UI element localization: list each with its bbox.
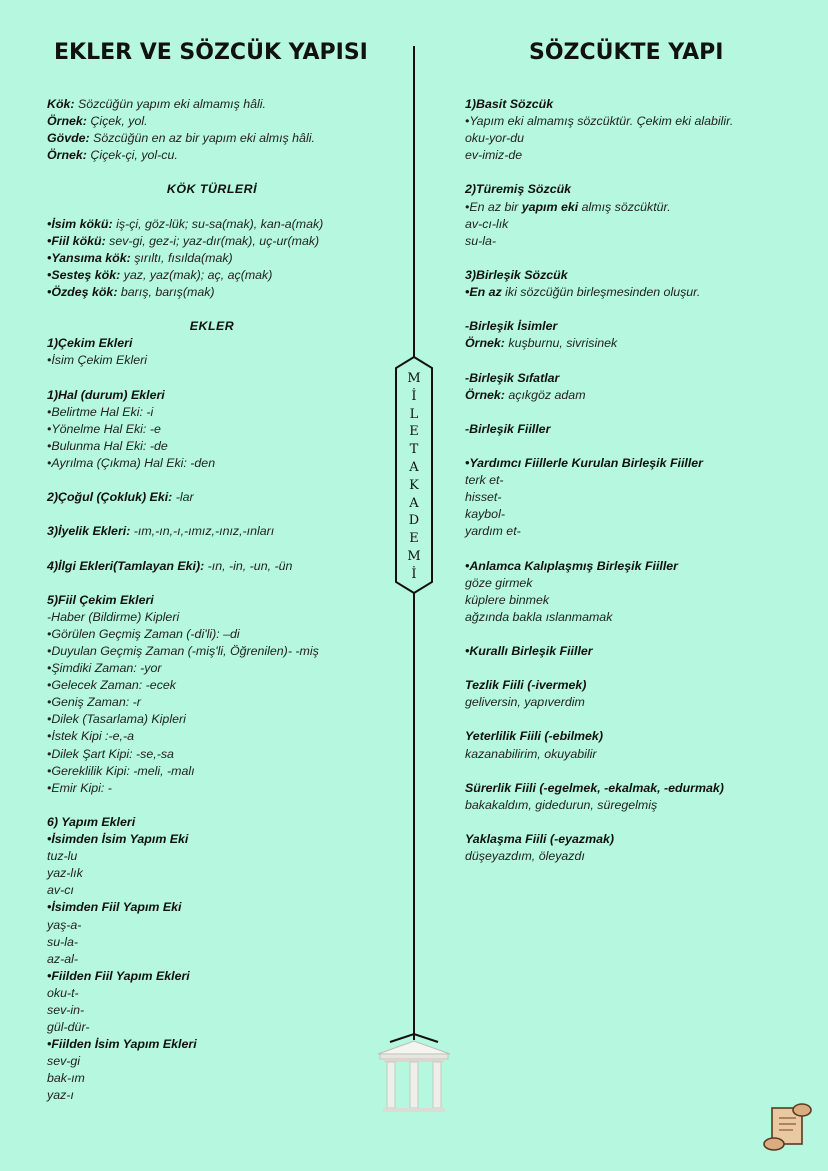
list-item: yaz-lık — [47, 866, 83, 881]
badge-letter: L — [409, 406, 419, 422]
govde-definition: Gövde: Sözcüğün en az bir yapım eki almış hâli. — [47, 131, 315, 146]
birlesik-description: •En az iki sözcüğün birleşmesinden oluşur. — [465, 285, 701, 300]
ozdes-kok: •Özdeş kök: barış, barış(mak) — [47, 285, 215, 300]
list-item: •Yönelme Hal Eki: -e — [47, 421, 161, 436]
sestes-kok: •Sesteş kök: yaz, yaz(mak); aç, aç(mak) — [47, 267, 273, 282]
badge-letter: K — [409, 477, 419, 493]
list-item: ağzında bakla ıslanmamak — [465, 609, 613, 624]
list-item: bak-ım — [47, 1071, 85, 1086]
list-item: •Gereklilik Kipi: -meli, -malı — [47, 763, 195, 778]
turemis-heading: 2)Türemiş Sözcük — [465, 182, 572, 197]
list-item: •Gelecek Zaman: -ecek — [47, 678, 176, 693]
right-title: SÖZCÜKTE YAPI — [529, 40, 724, 65]
kok-definition: Kök: Sözcüğün yapım eki almamış hâli. — [47, 97, 266, 111]
anlamca-heading: •Anlamca Kalıplaşmış Birleşik Fiiller — [465, 558, 679, 573]
list-item: •Bulunma Hal Eki: -de — [47, 438, 168, 453]
greek-temple-icon — [376, 1030, 452, 1114]
list-item: •Duyulan Geçmiş Zaman (-miş'li, Öğrenilen)- -miş — [47, 644, 319, 658]
badge-letters — [395, 370, 433, 584]
fiil-cekim-ekleri: 5)Fiil Çekim Ekleri — [47, 592, 154, 607]
hal-ekleri: 1)Hal (durum) Ekleri — [47, 387, 165, 402]
yansima-kok: •Yansıma kök: şırıltı, fısılda(mak) — [47, 250, 233, 265]
badge-letter: A — [409, 459, 419, 475]
list-item: terk et- — [465, 473, 504, 488]
yardimci-heading: •Yardımcı Fiillerle Kurulan Birleşik Fiiller — [465, 455, 704, 470]
isim-koku: •İsim kökü: iş-çi, göz-lük; su-sa(mak), kan-a(mak) — [47, 216, 324, 231]
list-item: hisset- — [465, 490, 502, 505]
yeterlilik-example: kazanabilirim, okuyabilir — [465, 746, 597, 761]
list-item: av-cı-lık — [465, 216, 509, 231]
ilgi-ekleri: 4)İlgi Ekleri(Tamlayan Eki): -ın, -in, -un, -ün — [47, 558, 293, 573]
birlesik-isimler-heading: -Birleşik İsimler — [465, 319, 558, 334]
basit-description: •Yapım eki almamış sözcüktür. Çekim eki alabilir. — [465, 114, 734, 129]
badge-letter: E — [409, 531, 419, 547]
isim-cekim-ekleri: •İsim Çekim Ekleri — [47, 353, 148, 368]
list-item: oku-t- — [47, 985, 79, 1000]
badge-letter: M — [407, 371, 421, 386]
badge-letter: D — [408, 513, 420, 529]
yaklasma-example: düşeyazdım, öleyazdı — [465, 849, 585, 864]
right-body — [465, 96, 805, 865]
surerlik-example: bakakaldım, gidedurun, süregelmiş — [465, 797, 658, 812]
list-item: •Belirtme Hal Eki: -i — [47, 404, 154, 419]
list-item: gül-dür- — [47, 1020, 90, 1035]
badge-letter: E — [409, 424, 419, 440]
left-body — [47, 96, 377, 1105]
kok-turleri-heading: KÖK TÜRLERİ — [166, 182, 258, 197]
scroll-icon — [762, 1100, 814, 1154]
list-item: yardım et- — [465, 524, 521, 539]
list-item: su-la- — [47, 934, 78, 949]
list-item: sev-in- — [47, 1002, 85, 1017]
badge-letter: İ — [411, 388, 417, 404]
birlesik-fiiller-heading: -Birleşik Fiiller — [465, 421, 551, 436]
badge-letter: İ — [411, 566, 417, 582]
list-item: az-al- — [47, 951, 78, 966]
list-item: kaybol- — [465, 507, 505, 522]
ekler-heading: EKLER — [189, 319, 235, 334]
fiil-koku: •Fiil kökü: sev-gi, gez-i; yaz-dır(mak), uç-ur(mak) — [47, 233, 320, 248]
list-item: küplere binmek — [465, 592, 550, 607]
list-item: -Haber (Bildirme) Kipleri — [47, 609, 180, 624]
list-item: •İstek Kipi :-e,-a — [47, 729, 134, 744]
list-item: yaz-ı — [47, 1088, 74, 1103]
badge-letter: A — [409, 495, 419, 511]
list-item: su-la- — [465, 233, 496, 248]
birlesik-heading: 3)Birleşik Sözcük — [465, 267, 568, 282]
list-item: oku-yor-du — [465, 131, 525, 146]
list-item: ev-imiz-de — [465, 148, 523, 163]
list-item: •Ayrılma (Çıkma) Hal Eki: -den — [47, 455, 216, 470]
list-item: sev-gi — [47, 1054, 81, 1069]
isimden-fiil-heading: •İsimden Fiil Yapım Eki — [47, 900, 182, 915]
birlesik-sifatlar-ornek: Örnek: açıkgöz adam — [465, 387, 586, 402]
fiilden-isim-heading: •Fiilden İsim Yapım Ekleri — [47, 1037, 197, 1052]
kuralli-heading: •Kurallı Birleşik Fiiller — [465, 644, 593, 658]
surerlik-heading: Sürerlik Fiili (-egelmek, -ekalmak, -edurmak) — [465, 780, 724, 795]
yapim-ekleri: 6) Yapım Ekleri — [47, 814, 136, 829]
badge-letter: T — [409, 442, 419, 458]
list-item: •Emir Kipi: - — [47, 780, 112, 795]
birlesik-isimler-ornek: Örnek: kuşburnu, sivrisinek — [465, 336, 618, 351]
yaklasma-heading: Yaklaşma Fiili (-eyazmak) — [465, 832, 614, 847]
cekim-ekleri: 1)Çekim Ekleri — [47, 336, 133, 351]
list-item: av-cı — [47, 883, 74, 898]
cogul-eki: 2)Çoğul (Çokluk) Eki: -lar — [47, 490, 194, 505]
list-item: •Geniş Zaman: -r — [47, 695, 141, 710]
tezlik-heading: Tezlik Fiili (-ivermek) — [465, 678, 587, 693]
list-item: tuz-lu — [47, 849, 78, 864]
badge-letter: M — [407, 548, 421, 564]
list-item: •Şimdiki Zaman: -yor — [47, 661, 162, 676]
ornek-1: Örnek: Çiçek, yol. — [47, 114, 148, 129]
turemis-description: •En az bir yapım eki almış sözcüktür. — [465, 199, 671, 214]
left-title: EKLER VE SÖZCÜK YAPISI — [54, 40, 368, 65]
list-item: •Dilek Şart Kipi: -se,-sa — [47, 746, 174, 761]
list-item: •Dilek (Tasarlama) Kipleri — [47, 712, 186, 727]
ornek-2: Örnek: Çiçek-çi, yol-cu. — [47, 148, 178, 163]
iyelik-ekleri: 3)İyelik Ekleri: -ım,-ın,-ı,-ımız,-ınız,-ınları — [47, 524, 275, 539]
fiilden-fiil-heading: •Fiilden Fiil Yapım Ekleri — [47, 968, 190, 983]
yeterlilik-heading: Yeterlilik Fiili (-ebilmek) — [465, 729, 603, 744]
basit-heading: 1)Basit Sözcük — [465, 97, 554, 111]
list-item: göze girmek — [465, 575, 533, 590]
list-item: yaş-a- — [47, 917, 82, 932]
isimden-isim-heading: •İsimden İsim Yapım Eki — [47, 832, 189, 847]
birlesik-sifatlar-heading: -Birleşik Sıfatlar — [465, 370, 560, 385]
list-item: •Görülen Geçmiş Zaman (-di'li): –di — [47, 626, 240, 641]
tezlik-example: geliversin, yapıverdim — [465, 695, 585, 710]
